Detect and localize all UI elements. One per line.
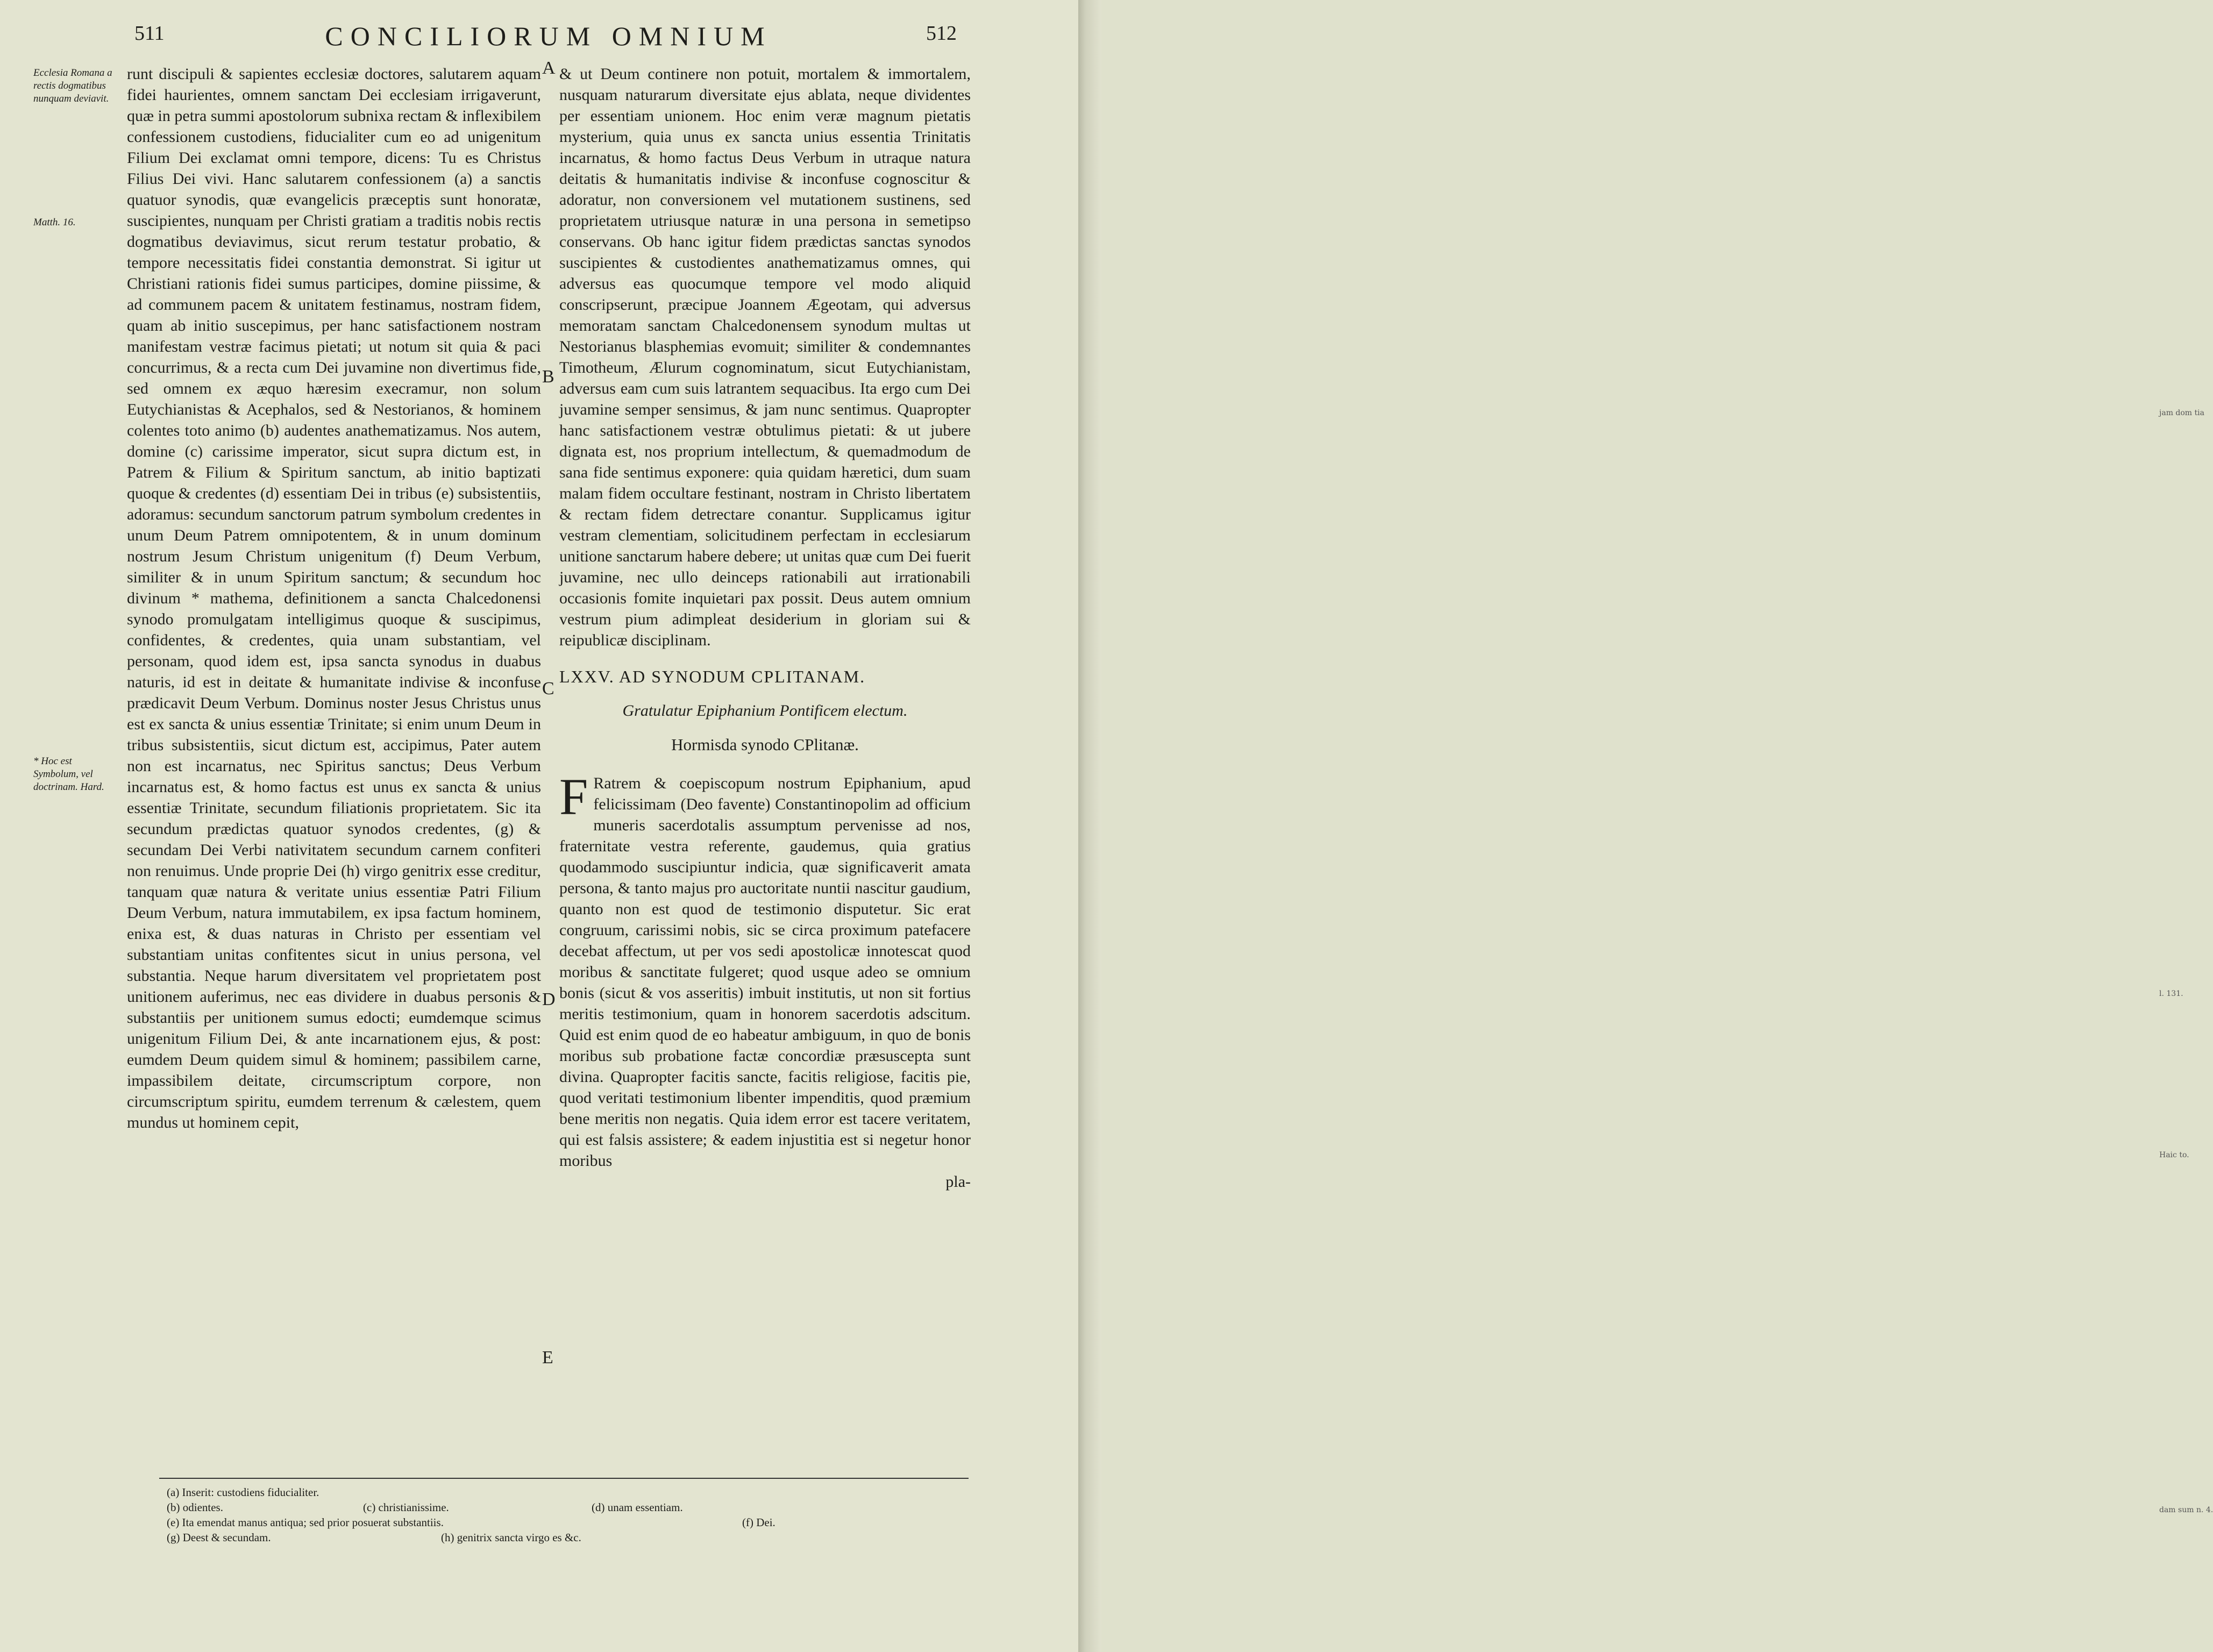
margin-note: Ecclesia Romana a rectis dogmatibus nunquam deviavit. (33, 67, 112, 104)
margin-note: Matth. 16. (33, 217, 76, 228)
facing-page-edge (1078, 0, 2213, 1652)
body-paragraph: & ut Deum continere non potuit, mortalem & immortalem, nusquam naturarum diversitate ejus ablata, neque dividentes per essentiam unionem. Hoc enim veræ magnum pietatis mysterium, quia unus ex sancta unius essentia Trinitatis incarnatus, & homo factus Deus Verbum in utraque natura deitatis & humanitatis indivise & inconfuse cognoscitur & adoratur, non conversionem vel mutationem sustinens, sed proprietatem utriusque naturæ in una persona in semetipso conservans. Ob hanc igitur fidem prædictas sanctas synodos suscipientes & custodientes anathematizamus omnes, qui adversus eas quocumque tempore vel modo aliquid conscripserunt, præcipue Joannem Ægeotam, qui adversus memoratam sanctam Chalcedonensem synodum multas ut Nestorianus blasphemias evomuit; similiter & condemnantes Timotheum, Ælurum cognominatum, sicut Eutychianistam, adversus eam cum suis latrantem sequacibus. Ita ergo cum Dei juvamine semper sensimus, & jam nunc sentimus. Quapropter hanc satisfactionem vestræ obtulimus pietati: & ut jubere dignata est, nos proprium intellectum, & quemadmodum de sana fide sentimus exponere: quia quidam hæretici, dum suam malam fidem occultare festinant, nostram in Christo libertatem & rectam fidem detrectare conantur. Supplicamus igitur vestram clementiam, solicitudinem perfectam in ecclesiarum unitione sanctarum habere debere; ut unitas quæ cum Dei fuerit juvamine, nec ullo deinceps rationabili aut irrationabili occasionis fomite inquietari pax possit. Deus autem omnium vestrum pium adimpleat desiderium in gloriam sui & reipublicæ disciplinam. (559, 65, 971, 649)
footnote-rule (159, 1478, 969, 1479)
section-marker: D (542, 989, 556, 1009)
section-marker: A (542, 58, 556, 78)
footnote: (c) christianissime. (363, 1501, 449, 1514)
footnote: (g) Deest & secundam. (167, 1531, 271, 1544)
running-title: CONCILIORUM OMNIUM (325, 21, 772, 51)
footnote: (a) Inserit: custodiens fiducialiter. (167, 1486, 319, 1499)
section-heading: LXXV. AD SYNODUM CPLITANAM. (559, 667, 866, 686)
section-marker: C (542, 679, 554, 699)
paragraph-text: Ratrem & coepiscopum nostrum Epiphanium, apud felicissimam (Deo favente) Constantinopolim ad officium muneris sacerdotalis assumptum pervenisse ad nos, fraternitate vestra referente, gaudemus, quia gratius quodammodo suscipiuntur indicia, quæ significaverit amata persona, & tanto majus pro auctoritate nuntii nascitur gaudium, quanto non est quod de testimonio disputetur. Sic erat congruum, carissimi nobis, sic se circa proximum patefacere decebat affectum, ut per vos sedi apostolicæ innotescat quod moribus & sanctitate fulgeret; quod usque adeo se omnium bonis (sicut & vos asseritis) imbuit institutis, ut non sit fortius meritis testimonium, quam in honorem sacerdotis adscitum. Quid est enim quod de eo habeatur ambiguum, in quo de bonis moribus sub probatione factæ concordiæ præsuscepta sunt divina. Quapropter facitis sancte, facitis religiose, facitis pie, quod veritati testimonium libenter impenditis, quod præmium bene meritis non negatis. Quia idem error est tacere veritatem, qui est falsis assistere; & eadem injustitia est si negetur honor moribus (559, 774, 971, 1170)
footnote: (f) Dei. (742, 1516, 775, 1529)
edge-note: jam dom tia (2159, 409, 2204, 417)
edge-note: Haic to. (2159, 1151, 2189, 1159)
footnote: (b) odientes. (167, 1501, 223, 1514)
body-paragraph: runt discipuli & sapientes ecclesiæ doctores, salutarem aquam fidei haurientes, omnem sanctam Dei ecclesiam irrigaverunt, quæ in petra summi apostolorum subnixa rectam & inflexibilem confessionem custodiens, fiducialiter cum eo ad unigenitum Filium Dei exclamat omni tempore, dicens: Tu es Christus Filius Dei vivi. Hanc salutarem confessionem (a) a sanctis quatuor synodis, quæ evangelicis præceptis sunt honoratæ, suscipientes, nunquam per Christi gratiam a traditis nobis rectis dogmatibus deviavimus, sicut rerum testatur probatio, & tempore necessitatis fidei constantia demonstrat. Si igitur ut Christiani rationis fidei sumus participes, domine piissime, & ad communem pacem & unitatem festinamus, nostram fidem, quam ab initio suscepimus, per hanc satisfactionem nostram manifestam vestræ facimus pietati; ut notum sit quia & paci concurrimus, & a recta cum Dei juvamine non divertimus fide, sed omnem ex æquo hæresim execramur, non solum Eutychianistas & Acephalos, sed & Nestorianos, & hominem colentes toto animo (b) audentes anathematizamus. Nos autem, domine (c) carissime imperator, sicut supra dictum est, in Patrem & Filium & Spiritum sanctum, ab initio baptizati quoque & credentes (d) essentiam Dei in tribus (e) subsistentiis, adoramus: secundum sanctorum patrum symbolum credentes in unum Deum Patrem omnipotentem, & in unum dominum nostrum Jesum Christum unigenitum (f) Deum Verbum, similiter & in unum Spiritum sanctum; & secundum hoc divinum * mathema, definitionem a sancta Chalcedonensi synodo promulgatam intelligimus quoque & suscipimus, confidentes, & credentes, quia unam substantiam, vel personam, quod idem est, ipsa sancta synodus in duabus naturis, id est in deitate & humanitate indivise & inconfuse prædicavit Deum Verbum. Dominus noster Jesus Christus unus est ex sancta & unius essentiæ Trinitate; si enim unum Deum in tribus subsistentiis, sicut dictum est, accipimus, Pater autem non est incarnatus, nec Spiritus sanctus; Deus Verbum incarnatus est, & homo factus est unus ex sancta & unius essentiæ Trinitate, secundum filiationis proprietatem. Sic ita secundum prædictas quatuor synodos credentes, (g) & secundam Dei Verbi nativitatem secundum carnem confiteri non renuimus. Unde proprie Dei (h) virgo genitrix esse creditur, tanquam quæ natura & veritate unius essentiæ Patri Filium Deum Verbum, natura immutabilem, ex ipsa factum hominem, enixa est, & duas naturas in Christo per essentiam vel substantiam unitas confitentes sicut in unius persona, vel substantia. Neque harum diversitatem vel proprietatem post unitionem auferimus, nec eas dividere in duabus personis & substantiis per unitionem sumus edocti; eumdemque scimus unigenitum Filium Dei, & ante incarnationem ejus, & post: eumdem Deum quidem simul & hominem; passibilem carne, impassibilem deitate, circumscriptum corpore, non circumscriptum spiritu, eumdem terrenum & cælestem, quem mundus ut hominem cepit, (127, 65, 541, 1131)
left-column (127, 63, 541, 1133)
right-column (559, 63, 971, 1192)
margin-note: * Hoc est Symbolum, vel doctrinam. Hard. (33, 756, 104, 793)
body-paragraph (559, 767, 971, 1171)
section-marker: E (542, 1348, 553, 1368)
footnote: (d) unam essentiam. (592, 1501, 683, 1514)
footnote: (e) Ita emendat manus antiqua; sed prior posuerat substantiis. (167, 1516, 444, 1529)
edge-note: dam sum n. 4. (2159, 1506, 2213, 1514)
drop-cap: F (559, 767, 588, 825)
footnote: (h) genitrix sancta virgo es &c. (441, 1531, 581, 1544)
letter-address: Hormisda synodo CPlitanæ. (671, 735, 859, 754)
page-number-left: 511 (134, 22, 165, 45)
catchword: pla- (945, 1172, 971, 1191)
page-number-right: 512 (926, 22, 957, 45)
section-subtitle: Gratulatur Epiphanium Pontificem electum. (622, 701, 908, 720)
section-marker: B (542, 367, 554, 387)
edge-note: l. 131. (2159, 989, 2183, 998)
